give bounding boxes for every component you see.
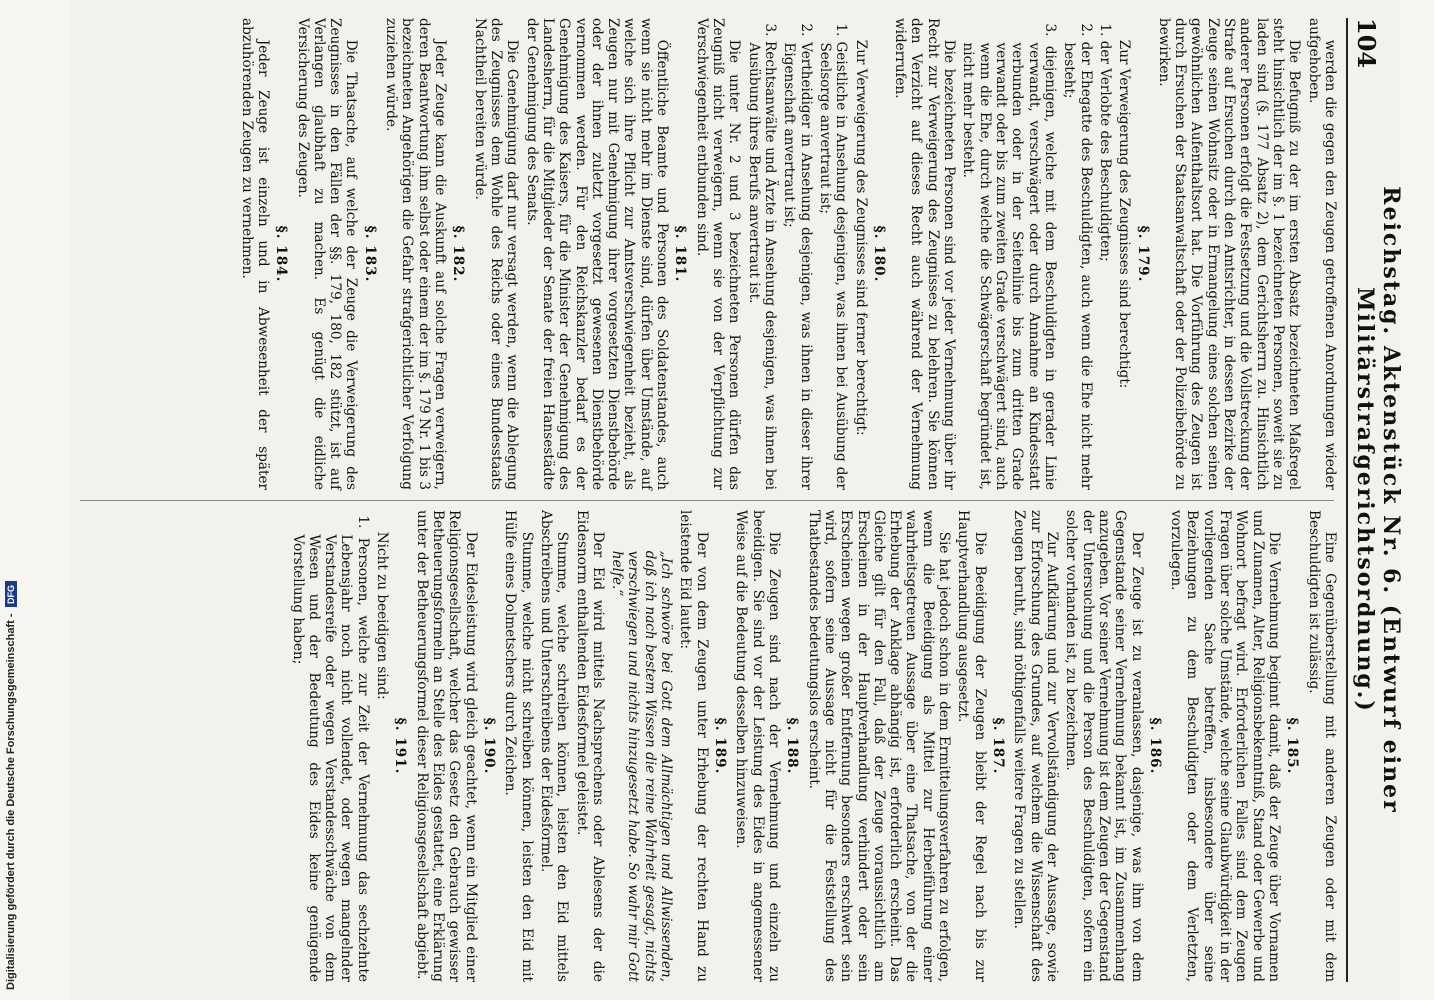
section-heading: §. 190. <box>481 717 497 775</box>
paragraph: Die bezeichneten Personen sind vor jeder Vernehmung über ihr Recht zur Verweigerung des Zeugnisses zu belehren. Sie können den Verzicht auf dieses Recht auch während der Vernehmung widerrufen. <box>892 18 958 490</box>
list-item: 1. Personen, welche zur Zeit der Vernehmung das sechzehnte Lebensjahr noch nicht vollendet, oder wegen mangelnder Verstandesreife oder wegen Verstandesschwäche von dem Wesen und der Bedeutung des Eides keine genügende Vorstellung haben; <box>289 515 371 982</box>
document-page <box>70 0 1404 1000</box>
section-heading: §. 188. <box>784 717 801 775</box>
paragraph: Jeder Zeuge kann die Auskunft auf solche Fragen verweigern, deren Beantwortung ihm selbst oder einem der im §. 179 Nr. 1 bis 3 bezeichneten Angehörigen die Gefahr strafgerichtlicher Verfolgung zuziehen würde. <box>383 18 449 490</box>
section-heading: §. 186. <box>1146 717 1163 775</box>
paragraph: werden die gegen den Zeugen getroffenen Anordnungen wieder aufgehoben. <box>1305 18 1338 490</box>
credit-text: Digitalisierung gefördert durch die Deutsche Forschungsgemeinschaft - <box>5 613 17 990</box>
paragraph: Eine Gegenüberstellung mit anderen Zeugen oder mit dem Beschuldigten ist zulässig. <box>1305 510 1338 982</box>
section-heading: §. 179. <box>1134 225 1151 283</box>
paragraph: Die Vernehmung beginnt damit, daß der Zeuge über Vornamen und Zunamen, Alter, Religionsbekenntniß, Stand oder Gewerbe und Wohnort befragt wird. Erforderlichen Falles sind dem Zeugen Fragen über solche Umstände, welche seine Glaubwürdigkeit in der vorliegenden Sache betreffen, insbesondere über seine Beziehungen zu dem Beschuldigten oder dem Verletzten, vorzulegen. <box>1168 510 1283 982</box>
paragraph: Stumme, welche nicht schreiben können, leisten den Eid mit Hülfe eines Dolmetschers durch Zeichen. <box>502 510 535 982</box>
paragraph: Zur Aufklärung und zur Vervollständigung der Aussage, sowie zur Erforschung des Grundes, auf welchem die Wissenschaft des Zeugen beruht, sind nöthigenfalls weitere Fragen zu stellen. <box>1011 510 1060 982</box>
running-title: Reichstag. Aktenstück Nr. 6. (Entwurf einer Militärstrafgerichtsordnung.) <box>1352 186 1404 814</box>
paragraph: Zur Verweigerung des Zeugnisses sind berechtigt: <box>1116 39 1133 389</box>
paragraph: Die Zeugen sind nach der Vernehmung und einzeln zu beeidigen. Sie sind vor der Leistung des Eides in angemessener Weise auf die Bedeutung desselben hinzuweisen. <box>733 510 782 982</box>
list-item: 3. Rechtsanwälte und Ärzte in Ansehung desjenigen, was ihnen bei Ausübung ihres Berufs anvertraut ist. <box>745 23 778 490</box>
list-item: 2. der Ehegatte des Beschuldigten, auch wenn die Ehe nicht mehr besteht; <box>1061 23 1094 490</box>
paragraph: Die unter Nr. 2 und 3 bezeichneten Personen dürfen das Zeugniß nicht verweigern, wenn sie von der Verpflichtung zur Verschwiegenheit entbunden sind. <box>693 18 743 490</box>
section-heading: §. 182. <box>450 225 467 283</box>
paragraph: Der von dem Zeugen unter Erhebung der rechten Hand zu leistende Eid lautet: <box>677 510 710 982</box>
digitization-credit <box>4 10 18 990</box>
page-number: 104 <box>1352 18 1381 69</box>
paragraph: Die Befugniß zu der im ersten Absatz bezeichneten Maßregel steht hinsichtlich der im §. 1 bezeichneten Personen, soweit sie zu laden sind (§. 177 Absatz 2), dem Gerichtsherrn zu. Hinsichtlich anderer Personen erfolgt die Festsetzung und die Vollstreckung der Strafe auf Ersuchen durch den Amtsrichter, in dessen Bezirke der Zeuge seinen Wohnsitz oder in Ermangelung eines solchen seinen gewöhnlichen Aufenthaltsort hat. Die Vorführung des Zeugen ist durch Ersuchen der Staatsanwaltschaft oder der Polizeibehörde zu bewirken. <box>1155 18 1303 490</box>
section-heading: §. 181. <box>672 225 689 283</box>
paragraph: Der Zeuge ist zu veranlassen, dasjenige, was ihm von dem Gegenstande seiner Vernehmung bekannt ist, im Zusammenhang anzugeben. Vor seiner Vernehmung ist dem Zeugen der Gegenstand der Untersuchung und die Person des Beschuldigten, sofern ein solcher vorhanden ist, zu bezeichnen. <box>1063 510 1145 982</box>
paragraph: Stumme, welche schreiben können, leisten den Eid mittels Abschreibens und Unterschreibens der Eidesformel. <box>537 510 571 982</box>
page-header <box>1346 18 1404 982</box>
section-heading: §. 191. <box>392 717 409 775</box>
dfg-logo: DFG <box>5 581 17 607</box>
list-item: 1. Geistliche in Ansehung desjenigen, was ihnen bei Ausübung der Seelsorge anvertraut ist; <box>816 23 850 490</box>
paragraph: Die Beeidigung der Zeugen bleibt der Regel nach bis zur Hauptverhandlung ausgesetzt. <box>955 510 988 982</box>
section-heading: §. 184. <box>273 225 290 283</box>
paragraph: Der Eid wird mittels Nachsprechens oder Ablesens der die Eidesnorm enthaltenden Eidesformel geleistet. <box>573 510 606 982</box>
section-heading: §. 185. <box>1284 717 1301 775</box>
section-heading: §. 183. <box>361 225 378 283</box>
text-columns <box>76 18 1338 982</box>
left-column <box>76 18 1338 490</box>
list-item: 3. diejenigen, welche mit dem Beschuldigten in gerader Linie verwandt, verschwägert oder durch Annahme an Kindesstatt verbunden oder in der Seitenlinie bis zum dritten Grade verwandt oder bis zum zweiten Grade verschwägert sind, auch wenn die Ehe, durch welche die Schwägerschaft begründet ist, nicht mehr besteht. <box>960 23 1058 490</box>
paragraph: Die Thatsache, auf welche der Zeuge die Verweigerung des Zeugnisses in den Fällen der §§. 179, 180, 182 stützt, ist auf Verlangen glaubhaft zu machen. Es genügt die eidliche Versicherung des Zeugen. <box>294 18 360 490</box>
column-divider <box>80 500 1334 501</box>
paragraph: Zur Verweigerung des Zeugnisses sind ferner berechtigt: <box>852 39 869 436</box>
list-item: 2. Vertheidiger in Ansehung desjenigen, was ihnen in dieser ihrer Eigenschaft anvertraut ist; <box>781 23 814 490</box>
paragraph: Die Genehmigung darf nur versagt werden, wenn die Ablegung des Zeugnisses dem Wohle des Reichs oder eines Bundesstaats Nachtheil bereiten würde. <box>471 18 521 490</box>
oath-text: „Ich schwöre bei Gott dem Allmächtigen und Allwissenden, daß ich nach bestem Wissen die reine Wahrheit gesagt, nichts verschwiegen und nichts hinzugesetzt habe. So wahr mir Gott helfe.“ <box>609 550 675 982</box>
paragraph: Jeder Zeuge ist einzeln und in Abwesenheit der später abzuhörenden Zeugen zu vernehmen. <box>238 18 271 490</box>
paragraph: Der Eidesleistung wird gleich geachtet, wenn ein Mitglied einer Religionsgesellschaft, welcher das Gesetz den Gebrauch gewisser Betheuerungsformeln an Stelle des Eides gestattet, eine Erklärung unter der Betheuerungsformel dieser Religionsgesellschaft abgiebt. <box>413 510 479 982</box>
section-heading: §. 187. <box>990 717 1007 775</box>
section-heading: §. 189. <box>712 717 729 775</box>
paragraph: Öffentliche Beamte und Personen des Soldatenstandes, auch wenn sie nicht mehr im Dienste sind, dürfen über Umstände, auf welche sich ihre Pflicht zur Amtsverschwiegenheit bezieht, als Zeugen nur mit Genehmigung ihrer vorgesetzten Dienstbehörde oder der ihnen zuletzt vorgesetzt gewesenen Dienstbehörde vernommen werden. Für den Reichskanzler bedarf es der Genehmigung des Kaisers, für die Minister der Genehmigung des Landesherrn, für die Mitglieder der Senate der freien Hansestädte der Genehmigung des Senats. <box>523 18 671 490</box>
paragraph: Nicht zu beeidigen sind: <box>374 531 391 700</box>
list-item: 1. der Verlobte des Beschuldigten; <box>1096 23 1113 262</box>
section-heading: §. 180. <box>870 225 887 283</box>
paragraph: Sie hat jedoch schon in dem Ermittelungsverfahren zu erfolgen, wenn die Beeidigung als Mittel zur Herbeiführung einer wahrheitsgetreuen Aussage über eine Thatsache, von der die Erhebung der Anklage abhängig ist, erforderlich erscheint. Das Gleiche gilt für den Fall, daß der Zeuge voraussichtlich am Erscheinen in der Hauptverhandlung verhindert oder sein Erscheinen wegen großer Entfernung besonders erschwert sein wird, sofern seine Aussage nicht für die Feststellung des Thatbestandes bedeutungslos erscheint. <box>805 510 953 982</box>
right-column <box>76 510 1338 982</box>
